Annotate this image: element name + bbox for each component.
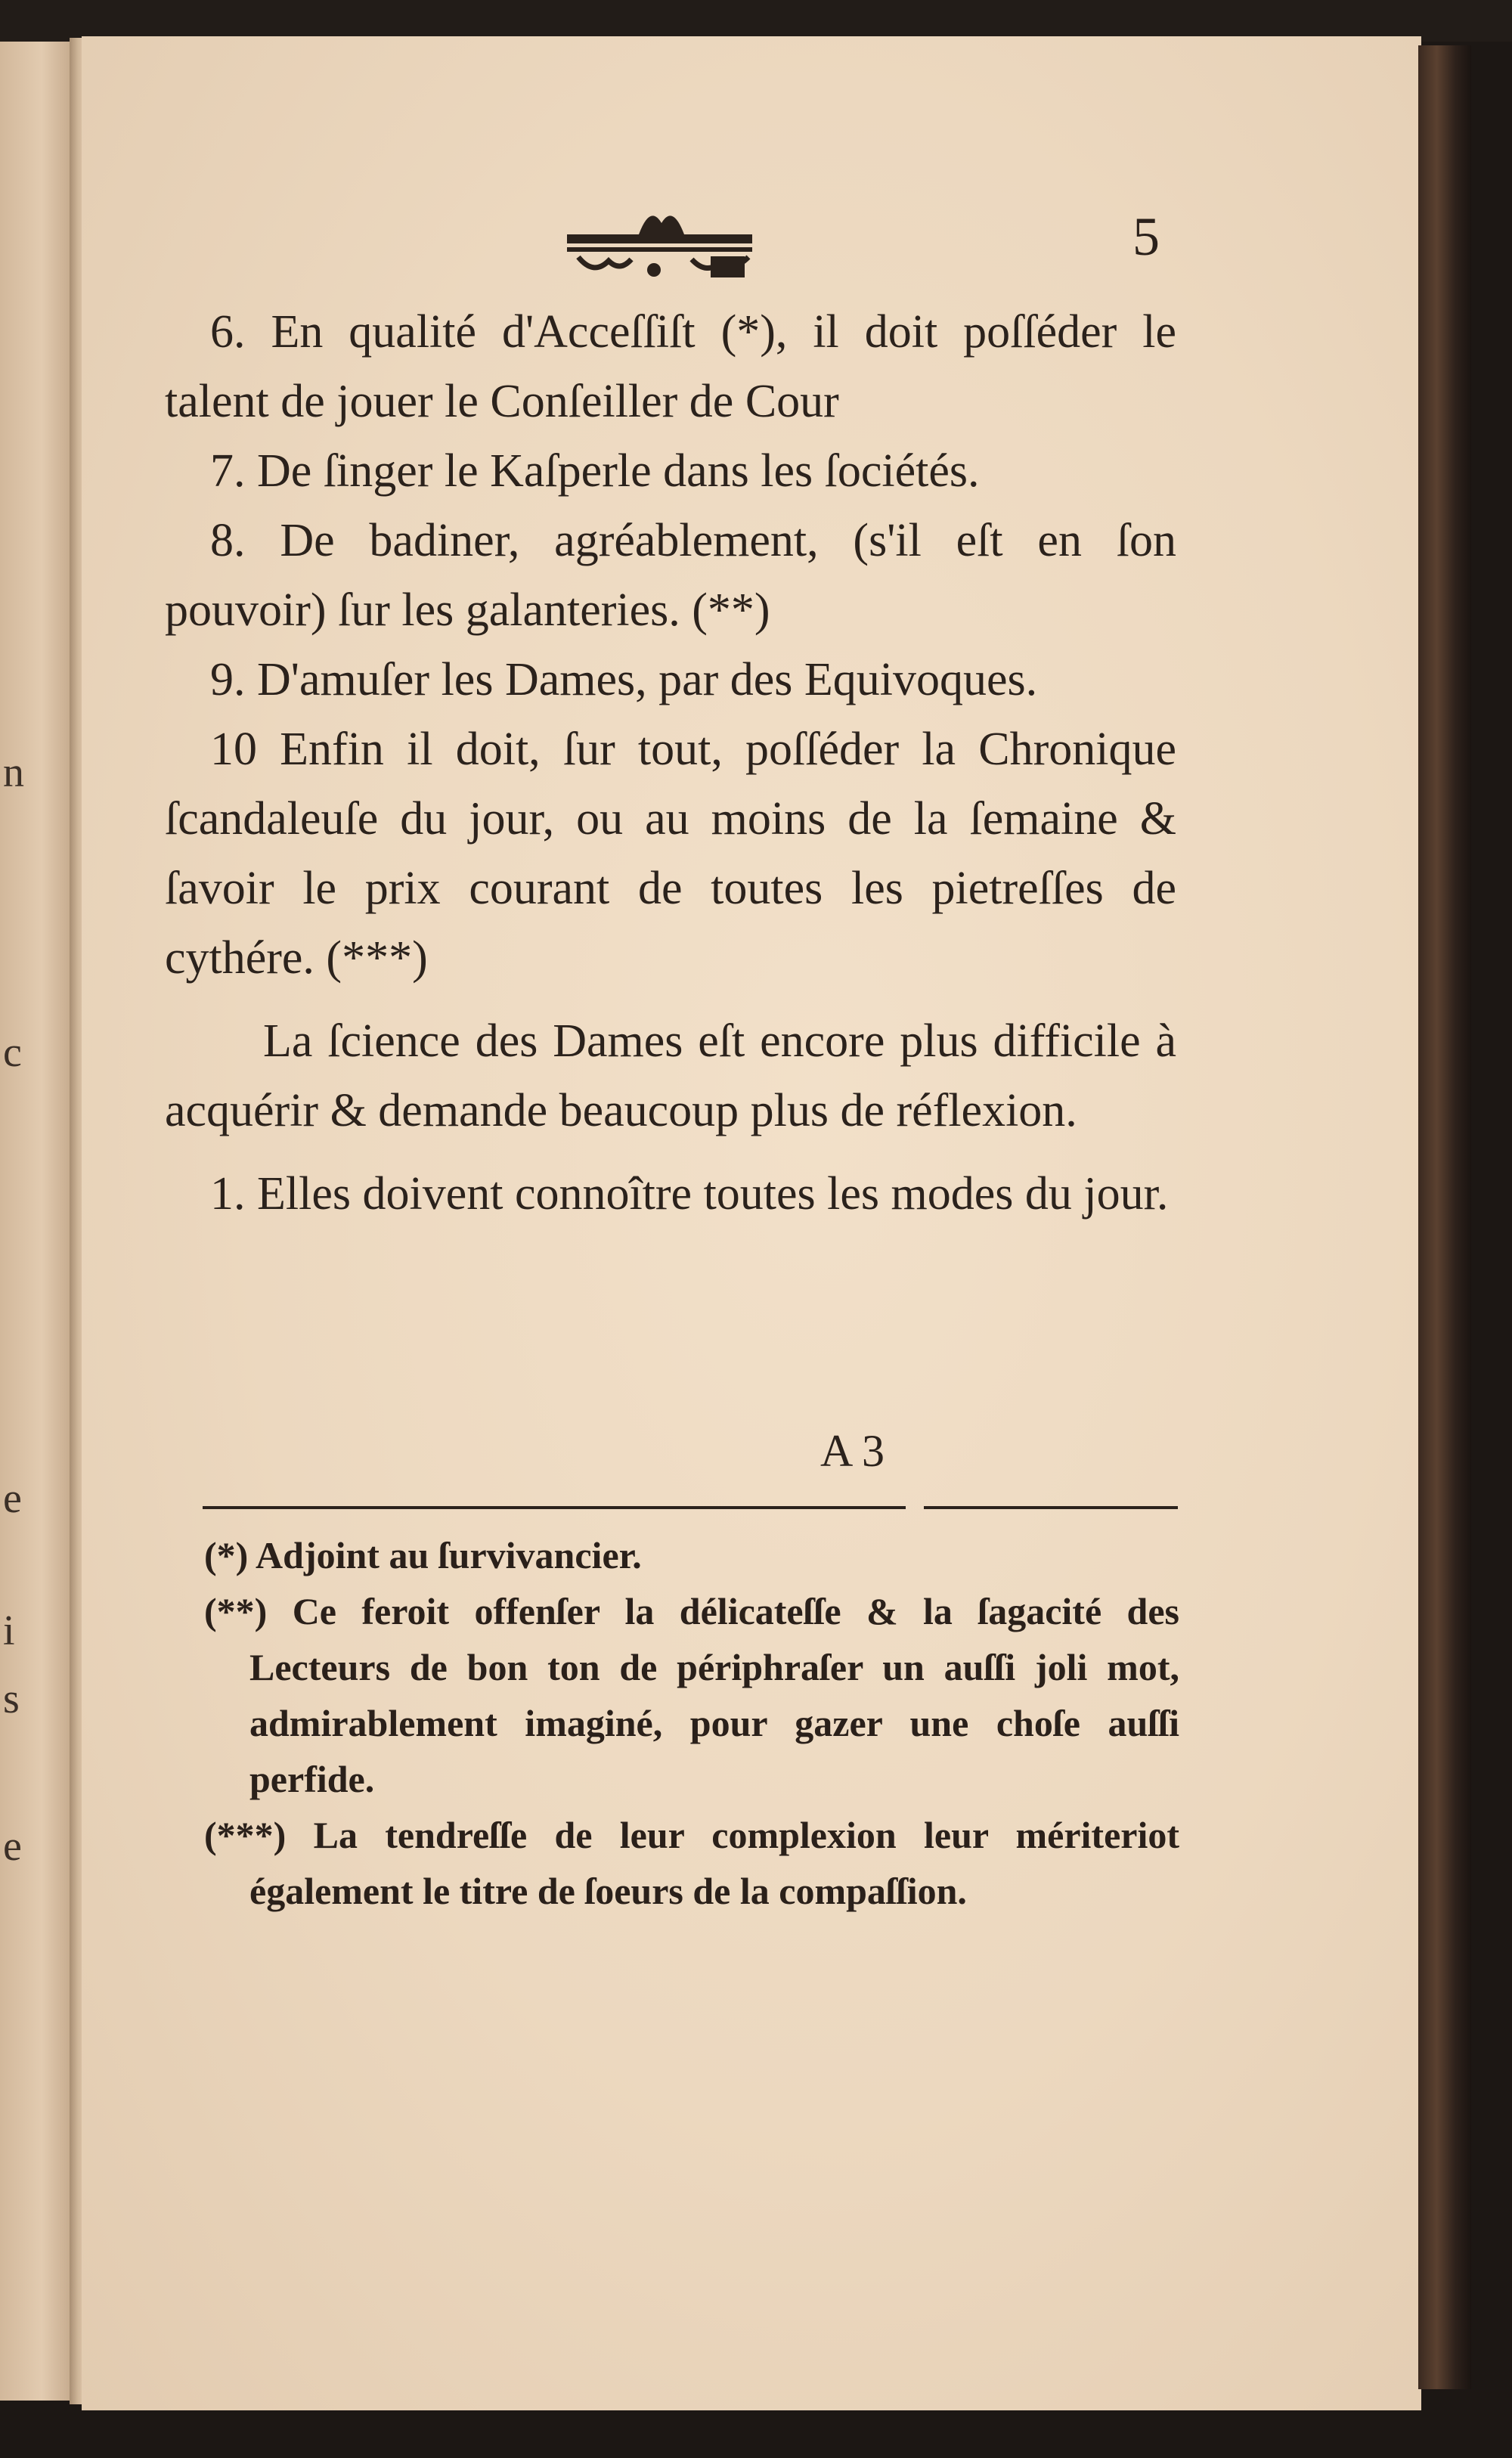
paragraph: La ſcience des Dames eſt encore plus difficile à acquérir & demande beaucoup plus de réflexion. — [165, 1015, 1176, 1136]
footnote: (***) La tendreſſe de leur complexion leur mériteriot également le titre de ſoeurs de la compaſſion. — [204, 1814, 1179, 1912]
paragraph: 7. De ſinger le Kaſperle dans les ſociétés. — [210, 445, 980, 497]
facing-page-edge — [0, 42, 70, 2401]
margin-fragment: e — [3, 1823, 22, 1870]
footnote-rule — [203, 1506, 906, 1509]
paragraph: 1. Elles doivent connoître toutes les modes du jour. — [210, 1168, 1169, 1220]
footnote: (*) Adjoint au ſurvivancier. — [204, 1534, 642, 1576]
printer-ornament-icon — [563, 200, 756, 291]
margin-fragment: c — [3, 1029, 22, 1076]
paragraph: 6. En qualité d'Acceſſiſt (*), il doit poſſéder le talent de jouer le Conſeiller de Cour — [165, 306, 1176, 427]
footnote: (**) Ce feroit offenſer la délicateſſe & la ſagacité des Lecteurs de bon ton de périphraſer un auſſi joli mot, admirablement imaginé, pour gazer une choſe auſſi perfide. — [204, 1590, 1179, 1800]
footnote-rule — [924, 1506, 1178, 1509]
book-spine-edge — [1418, 45, 1471, 2389]
margin-fragment: e — [3, 1475, 22, 1522]
paragraph: 8. De badiner, agréablement, (s'il eſt en ſon pouvoir) ſur les galanteries. (**) — [165, 515, 1176, 636]
paragraph: 9. D'amuſer les Dames, par des Equivoques. — [210, 654, 1038, 705]
margin-fragment: n — [3, 749, 24, 796]
page-number: 5 — [1132, 206, 1160, 267]
signature-mark: A 3 — [820, 1426, 885, 1476]
paragraph: 10 Enfin il doit, ſur tout, poſſéder la Chronique ſcandaleuſe du jour, ou au moins de la ſemaine & ſavoir le prix courant de toutes les pietreſſes de cythére. (***) — [165, 724, 1176, 984]
margin-fragment: s — [3, 1675, 20, 1722]
main-text — [165, 297, 1176, 1229]
footnotes — [204, 1527, 1179, 1919]
scanner-background — [0, 0, 1512, 42]
margin-fragment: i — [3, 1607, 15, 1654]
